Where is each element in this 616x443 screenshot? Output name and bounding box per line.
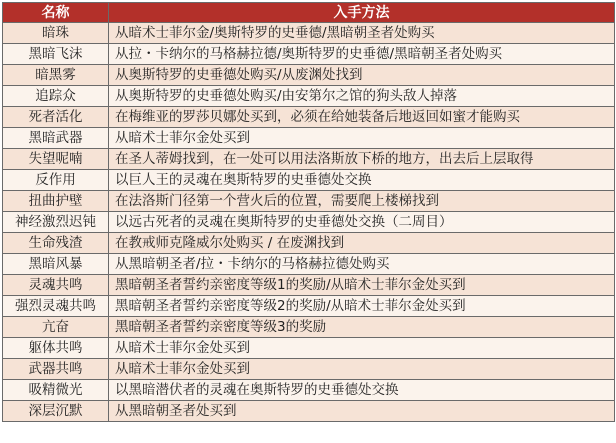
column-header-method: 入手方法	[109, 3, 615, 23]
spell-name-cell: 反作用	[3, 170, 109, 191]
table-row	[3, 401, 615, 422]
column-header-name: 名称	[3, 3, 109, 23]
table-row	[3, 254, 615, 275]
spell-name-cell: 强烈灵魂共鸣	[3, 296, 109, 317]
spell-name-cell: 亢奋	[3, 317, 109, 338]
spell-name-cell: 深层沉默	[3, 401, 109, 422]
acquisition-method-cell: 从暗术士菲尔金/奥斯特罗的史垂德/黑暗朝圣者处购买	[109, 23, 615, 44]
acquisition-method-cell: 黑暗朝圣者誓约亲密度等级1的奖励/从暗术士菲尔金处买到	[109, 275, 615, 296]
acquisition-method-cell: 从暗术士菲尔金处买到	[109, 359, 615, 380]
table-row	[3, 359, 615, 380]
table-row	[3, 317, 615, 338]
table-row	[3, 23, 615, 44]
acquisition-method-cell: 从暗术士菲尔金处买到	[109, 128, 615, 149]
table-row	[3, 233, 615, 254]
acquisition-method-cell: 从黑暗朝圣者处买到	[109, 401, 615, 422]
acquisition-method-cell: 以远古死者的灵魂在奥斯特罗的史垂德处交换（二周目）	[109, 212, 615, 233]
spell-name-cell: 扭曲护壁	[3, 191, 109, 212]
spell-acquisition-table	[2, 2, 615, 422]
acquisition-method-cell: 在法洛斯门径第一个营火后的位置，需要爬上楼梯找到	[109, 191, 615, 212]
spell-name-cell: 死者活化	[3, 107, 109, 128]
spell-name-cell: 生命残渣	[3, 233, 109, 254]
acquisition-method-cell: 黑暗朝圣者誓约亲密度等级3的奖励	[109, 317, 615, 338]
acquisition-method-cell: 从暗术士菲尔金处买到	[109, 338, 615, 359]
table-row	[3, 191, 615, 212]
spell-name-cell: 追踪众	[3, 86, 109, 107]
acquisition-method-cell: 从奥斯特罗的史垂德处购买/从废渊处找到	[109, 65, 615, 86]
acquisition-method-cell: 以巨人王的灵魂在奥斯特罗的史垂德处交换	[109, 170, 615, 191]
spell-name-cell: 武器共鸣	[3, 359, 109, 380]
spell-name-cell: 躯体共鸣	[3, 338, 109, 359]
header-row	[3, 3, 615, 23]
table-row	[3, 65, 615, 86]
acquisition-method-cell: 在梅维亚的罗莎贝娜处买到，必须在给她装备后地返回如蜜才能购买	[109, 107, 615, 128]
acquisition-method-cell: 以黑暗潜伏者的灵魂在奥斯特罗的史垂德处交换	[109, 380, 615, 401]
table-row	[3, 128, 615, 149]
spell-name-cell: 暗黑雾	[3, 65, 109, 86]
table-row	[3, 338, 615, 359]
spell-name-cell: 灵魂共鸣	[3, 275, 109, 296]
spell-name-cell: 暗珠	[3, 23, 109, 44]
spell-name-cell: 黑暗武器	[3, 128, 109, 149]
table-row	[3, 380, 615, 401]
acquisition-method-cell: 在教戒师克隆威尔处购买 / 在废渊找到	[109, 233, 615, 254]
acquisition-method-cell: 从奥斯特罗的史垂德处购买/由安第尔之馆的狗头敌人掉落	[109, 86, 615, 107]
table-row	[3, 170, 615, 191]
spell-name-cell: 神经激烈迟钝	[3, 212, 109, 233]
acquisition-method-cell: 从黑暗朝圣者/拉・卡纳尔的马格赫拉德处购买	[109, 254, 615, 275]
table-body	[3, 23, 615, 422]
acquisition-method-cell: 在圣人蒂姆找到，在一处可以用法洛斯放下桥的地方，出去后上层取得	[109, 149, 615, 170]
acquisition-method-cell: 黑暗朝圣者誓约亲密度等级2的奖励/从暗术士菲尔金处买到	[109, 296, 615, 317]
table-row	[3, 275, 615, 296]
spell-name-cell: 黑暗风暴	[3, 254, 109, 275]
spell-name-cell: 失望呢喃	[3, 149, 109, 170]
table-row	[3, 212, 615, 233]
table-header	[3, 3, 615, 23]
table-row	[3, 149, 615, 170]
spell-name-cell: 黑暗飞沫	[3, 44, 109, 65]
table-row	[3, 107, 615, 128]
table-row	[3, 296, 615, 317]
table-row	[3, 44, 615, 65]
table-row	[3, 86, 615, 107]
acquisition-method-cell: 从拉・卡纳尔的马格赫拉德/奥斯特罗的史垂德/黑暗朝圣者处购买	[109, 44, 615, 65]
spell-name-cell: 吸精微光	[3, 380, 109, 401]
